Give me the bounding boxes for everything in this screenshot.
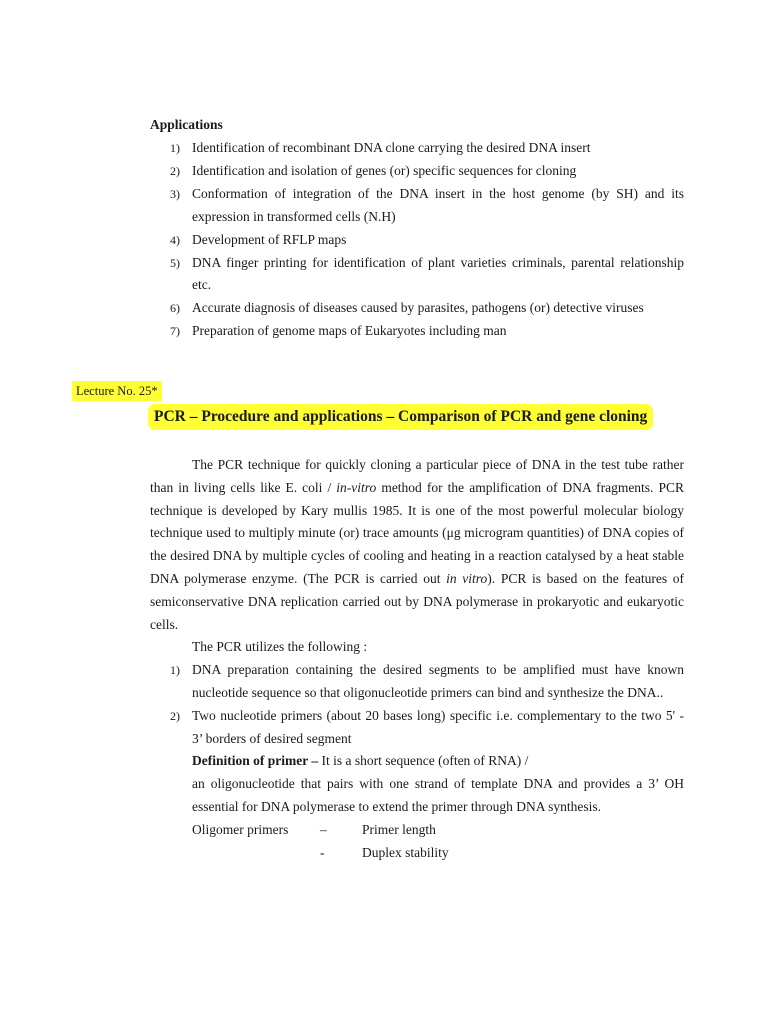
applications-heading: Applications <box>150 117 223 132</box>
oligomer-row <box>150 819 684 842</box>
list-item-text: Identification of recombinant DNA clone carrying the desired DNA insert <box>192 140 591 155</box>
applications-list <box>150 137 684 343</box>
list-item-text: Identification and isolation of genes (or) specific sequences for cloning <box>192 163 577 178</box>
list-number: 1) <box>170 141 180 155</box>
list-item-text: Accurate diagnosis of diseases caused by parasites, pathogens (or) detective viruses <box>192 300 644 315</box>
oligomer-row-2 <box>150 842 684 865</box>
utilizes-lead: The PCR utilizes the following : <box>192 639 368 655</box>
list-item <box>150 297 684 320</box>
primer-definition-cont: an oligonucleotide that pairs with one strand of template DNA and provides a 3’ OH essential for DNA polymerase to extend the primer through DNA synthesis. <box>192 776 684 814</box>
utilizes-list <box>150 659 684 750</box>
list-item <box>150 659 684 705</box>
intro-paragraph <box>150 454 684 636</box>
list-item-text: Development of RFLP maps <box>192 231 347 247</box>
lecture-title: PCR – Procedure and applications – Comparison of PCR and gene cloning <box>148 404 653 430</box>
list-item <box>150 252 684 297</box>
list-item <box>150 183 684 228</box>
list-item <box>150 137 684 160</box>
list-item <box>150 320 684 343</box>
list-number: 3) <box>170 187 180 201</box>
list-number: 6) <box>170 301 180 315</box>
list-number: 2) <box>170 708 180 723</box>
list-item-text: Two nucleotide primers (about 20 bases long) specific i.e. complementary to the two 5' - 3’ borders of desired segment <box>192 707 684 746</box>
list-item <box>150 229 684 252</box>
list-item-text: DNA preparation containing the desired segments to be amplified must have known nucleotide sequence so that oligonucleotide primers can bind and synthesize the DNA.. <box>192 662 684 700</box>
intro-text-2: method for the amplification of DNA fragments. PCR technique is developed by Kary mullis 1985. It is one of the most powerful molecular biology technique used to multiply minute (or) trace amounts (μg microgram quantities) of DNA copies of the desired DNA by multiple cycles of cooling and heating in a reaction catalysed by a heat stable DNA polymerase enzyme. (The PCR is carried out <box>150 479 685 586</box>
oligomer-dash: – <box>320 821 327 837</box>
list-number: 5) <box>170 255 180 270</box>
primer-definition <box>150 750 684 773</box>
intro-text-1: The PCR technique for quickly cloning a particular piece of DNA in the test tube rather than in living cells like E. coli / <box>150 457 684 495</box>
intro-italic-2: in vitro <box>446 570 488 586</box>
list-item-text: Conformation of integration of the DNA insert in the host genome (by SH) and its expression in transformed cells (N.H) <box>192 186 684 224</box>
list-number: 1) <box>170 663 180 678</box>
oligomer-item-1: Primer length <box>362 821 436 837</box>
intro-italic-1: in-vitro <box>336 479 377 495</box>
definition-label: Definition of primer – <box>192 753 319 769</box>
lecture-number-label: Lecture No. 25* <box>72 381 162 401</box>
oligomer-item-2: Duplex stability <box>362 844 449 860</box>
oligomer-dash-2: - <box>320 844 325 860</box>
definition-text-1: It is a short sequence (often of RNA) / <box>318 753 529 769</box>
intro-text-3: ). PCR is based on the features of semiconservative DNA replication carried out by DNA polymerase in prokaryotic and eukaryotic cells. <box>150 570 685 632</box>
list-item <box>150 160 684 183</box>
list-item <box>150 705 684 751</box>
list-number: 7) <box>170 324 180 338</box>
list-item-text: DNA finger printing for identification of plant varieties criminals, parental relationship etc. <box>192 254 684 292</box>
oligomer-label: Oligomer primers <box>192 821 289 837</box>
list-number: 4) <box>170 232 180 247</box>
body-text <box>150 454 684 864</box>
list-number: 2) <box>170 164 180 178</box>
list-item-text: Preparation of genome maps of Eukaryotes including man <box>192 323 507 338</box>
